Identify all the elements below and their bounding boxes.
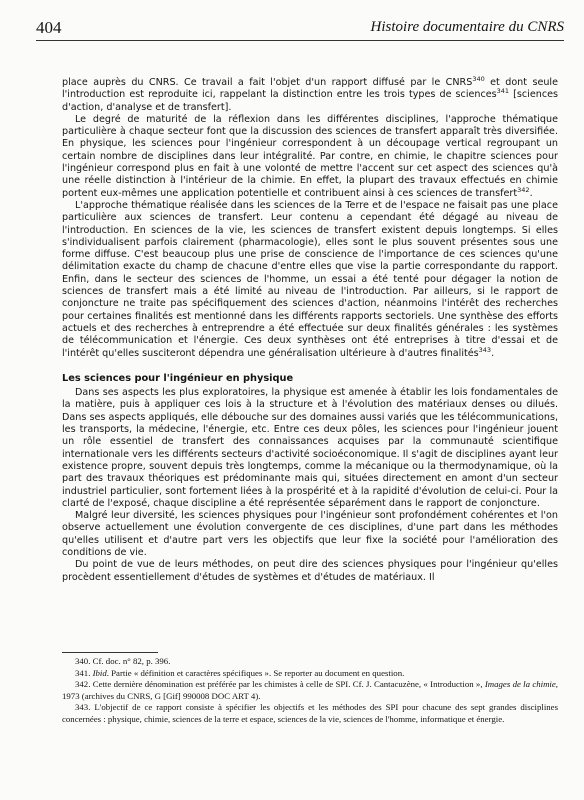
footnote-343: 343. L'objectif de ce rapport consiste à spécifier les objectifs et les méthodes des SPI pour chacune des sept grandes disciplines concernées : physique, chimie, sciences de la terre et espace, sciences de la vie, sciences de l'homme, informatique et énergie.: [62, 702, 558, 724]
running-title: Histoire documentaire du CNRS: [370, 19, 564, 35]
page-number: 404: [36, 18, 62, 37]
footnote-ref-341: 341: [496, 87, 510, 96]
footnote-divider: [62, 652, 158, 653]
paragraph-3: L'approche thématique réalisée dans les sciences de la Terre et de l'espace ne faisait pas une place particulière aux sciences de transfert. Leur contenu a cependant été dégagé au niveau de l'introduction. En sciences de la vie, les sciences de transfert existent depuis longtemps. Si elles s'individualisent parfois clairement (pharmacologie), elles sont le plus souvent présentes sous une forme diffuse. C'est beaucoup plus une prise de conscience de l'importance de ces sciences qu'une délimitation exacte du champ de chacune d'entre elles que vise la partie correspondante du rapport. Enfin, dans le secteur des sciences de l'homme, un essai a été tenté pour dégager la notion de sciences de transfert mais a été limité au niveau de l'introduction. Par ailleurs, si le rapport de conjoncture ne traite pas spécifiquement des sciences d'action, néanmoins l'intérêt des recherches pour certaines finalités est mentionné dans les différents rapports sectoriels. Une synthèse des efforts actuels et des recherches à entreprendre a été effectuée sur deux finalités générales : les systèmes de télécommunication et l'énergie. Ces deux synthèses ont été entreprises à titre d'essai et de l'intérêt qu'elles susciteront dépendra une généralisation ultérieure à d'autres finalités$^{343}$.: [62, 199, 558, 359]
footnote-341: 341. Ibid. Partie « définition et caractères spécifiques ». Se reporter au document en question.: [75, 667, 405, 678]
footnote-ref-343: 343: [478, 345, 492, 354]
footnote-340: 340. Cf. doc. n° 82, p. 396.: [75, 656, 171, 666]
footnotes: [62, 656, 558, 726]
section-heading: Les sciences pour l'ingénieur en physique: [62, 372, 294, 384]
footnote-ref-342: 342: [517, 185, 530, 194]
paragraph-1: place auprès du CNRS. Ce travail a fait l'objet d'un rapport diffusé par le CNRS$^{340}$ et dont seule l'introduction est reproduite ici, rappelant la distinction entre les trois types de sciences$^{341}$ [sciences d'action, d'analyse et de transfert].: [62, 74, 559, 113]
body-text: [62, 74, 559, 584]
footnote-342: 342. Cette dernière dénomination est préférée par les chimistes à celle de SPI. Cf. J. Cantacuzène, « Introduction », Images de la chimie, 1973 (archives du CNRS, G [Gif] 990008 DOC ART 4).: [62, 679, 558, 701]
paragraph-5: Malgré leur diversité, les sciences physiques pour l'ingénieur sont profondément cohérentes et l'on observe actuellement une évolution convergente de ces disciplines, d'une part dans les méthodes qu'elles utilisent et d'autre part vers les objectifs que leur fixe la société pour l'amélioration des conditions de vie.: [62, 510, 558, 558]
page-header: [36, 14, 564, 41]
footnote-ref-340: 340: [472, 74, 485, 83]
paragraph-6: Du point de vue de leurs méthodes, on peut dire des sciences physiques pour l'ingénieur qu'elles procèdent essentiellement d'études de systèmes et d'études de matériaux. Il: [62, 559, 558, 583]
paragraph-2: Le degré de maturité de la réflexion dans les différentes disciplines, l'approche thématique particulière à chaque secteur font que la discussion des sciences de transfert apparaît très diversifiée. En physique, les sciences pour l'ingénieur correspondent à un découpage vertical regroupant un certain nombre de disciplines dans leur intégralité. Par contre, en chimie, le chapitre sciences pour l'ingénieur correspond plus en fait à une volonté de mettre l'accent sur cet aspect des sciences qu'à une réelle distinction à l'intérieur de la chimie. En effet, la plupart des travaux effectués en chimie portent eux-mêmes une application potentielle et contribuent ainsi à ces sciences de transfert$^{342}$.: [62, 113, 558, 199]
paragraph-4: Dans ses aspects les plus exploratoires, la physique est amenée à établir les lois fondamentales de la matière, puis à appliquer ces lois à la structure et à l'évolution des matériaux denses ou dilués. Dans ses aspects appliqués, elle débouche sur des domaines aussi variés que les télécommunications, les transports, la médecine, l'énergie, etc. Entre ces deux pôles, les sciences pour l'ingénieur jouent un rôle essentiel de transfert des connaissances acquises par la communauté scientifique internationale vers les différents secteurs d'activité socioéconomique. Il s'agit de disciplines ayant leur existence propre, souvent depuis très longtemps, comme la mécanique ou la thermodynamique, où la part des travaux théoriques est prédominante mais qui, situées directement en amont d'un secteur industriel particulier, sont fortement liées à la prospérité et à la rapidité d'évolution de celui-ci. Pour la clarté de l'exposé, chaque discipline a été représentée séparément dans le rapport de conjoncture.: [62, 387, 558, 509]
